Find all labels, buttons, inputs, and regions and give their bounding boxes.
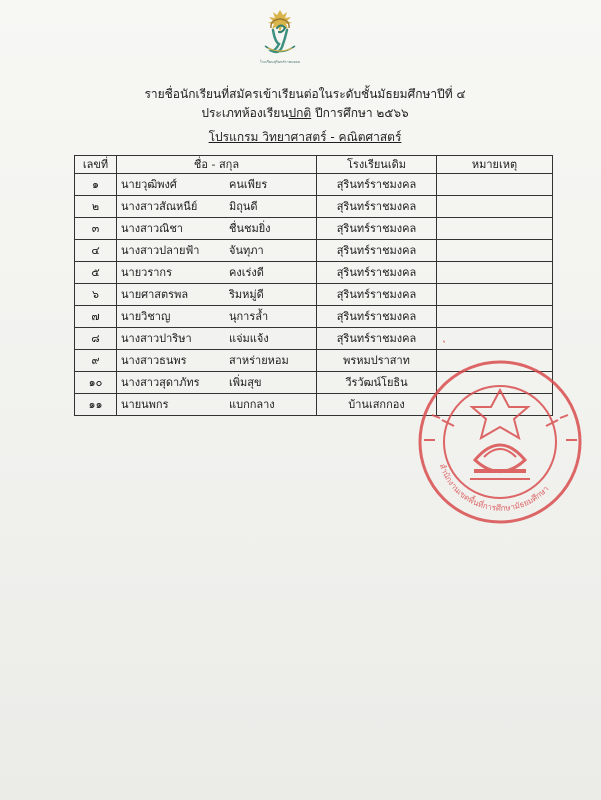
school-logo bbox=[245, 8, 315, 68]
number-header: เลขที่ bbox=[75, 156, 117, 174]
student-name-cell bbox=[117, 262, 317, 284]
previous-school: บ้านเสกกอง bbox=[317, 394, 437, 416]
table-header-row bbox=[75, 156, 553, 174]
student-first-name: นางสาวปาริษา bbox=[121, 332, 192, 345]
student-last-name: ริมหมู่ดี bbox=[229, 288, 264, 301]
student-first-name: นางสาวสุดาภัทร bbox=[121, 376, 200, 389]
previous-school: สุรินทร์ราชมงคล bbox=[317, 262, 437, 284]
table-row bbox=[75, 284, 553, 306]
student-first-name: นางสาวปลายฟ้า bbox=[121, 244, 200, 257]
student-number: ๔ bbox=[75, 240, 117, 262]
document-title-line-1: รายชื่อนักเรียนที่สมัครเข้าเรียนต่อในระดับชั้นมัธยมศึกษาปีที่ ๔ bbox=[144, 87, 466, 101]
student-number: ๗ bbox=[75, 306, 117, 328]
student-number: ๒ bbox=[75, 196, 117, 218]
table-header bbox=[75, 156, 553, 174]
class-type-label: ประเภทห้องเรียน bbox=[201, 106, 289, 120]
note-cell bbox=[437, 262, 553, 284]
student-name-cell bbox=[117, 240, 317, 262]
previous-school: สุรินทร์ราชมงคล bbox=[317, 240, 437, 262]
student-last-name: แจ่มแจ้ง bbox=[229, 332, 269, 345]
student-name-cell bbox=[117, 196, 317, 218]
student-number: ๕ bbox=[75, 262, 117, 284]
note-cell bbox=[437, 306, 553, 328]
school-header: โรงเรียนเดิม bbox=[317, 156, 437, 174]
table-row bbox=[75, 196, 553, 218]
previous-school: สุรินทร์ราชมงคล bbox=[317, 306, 437, 328]
official-seal bbox=[398, 340, 601, 545]
document-title-line-2 bbox=[85, 105, 525, 121]
student-number: ๖ bbox=[75, 284, 117, 306]
previous-school: สุรินทร์ราชมงคล bbox=[317, 218, 437, 240]
student-last-name: นุการล้ำ bbox=[229, 310, 269, 323]
student-number: ๙ bbox=[75, 350, 117, 372]
table-row bbox=[75, 306, 553, 328]
class-type-value: ปกติ bbox=[288, 106, 312, 120]
student-name-cell bbox=[117, 284, 317, 306]
school-crest-icon bbox=[254, 8, 306, 58]
student-first-name: นายวิชาญ bbox=[121, 310, 171, 323]
official-seal-icon bbox=[398, 340, 601, 545]
seal-bottom-text: สำนักงานเขตพื้นที่การศึกษามัธยมศึกษา bbox=[437, 462, 551, 513]
student-first-name: นางสาวธนพร bbox=[121, 354, 187, 367]
student-first-name: นายวุฒิพงศ์ bbox=[121, 178, 177, 191]
student-last-name: แบกกลาง bbox=[229, 398, 275, 411]
note-cell bbox=[437, 196, 553, 218]
note-cell bbox=[437, 174, 553, 196]
academic-year-text: ปีการศึกษา ๒๕๖๖ bbox=[311, 106, 409, 120]
note-cell bbox=[437, 284, 553, 306]
student-first-name: นายวรากร bbox=[121, 266, 172, 279]
program-name: โปรแกรม วิทยาศาสตร์ - คณิตศาสตร์ bbox=[208, 130, 402, 144]
student-number: ๑ bbox=[75, 174, 117, 196]
previous-school: พรหมปราสาท bbox=[317, 350, 437, 372]
student-name-cell bbox=[117, 328, 317, 350]
note-cell bbox=[437, 240, 553, 262]
previous-school: สุรินทร์ราชมงคล bbox=[317, 174, 437, 196]
logo-caption: โรงเรียนสุรินทร์ราชมงคล bbox=[259, 60, 301, 64]
table-row bbox=[75, 218, 553, 240]
student-number: ๑๑ bbox=[75, 394, 117, 416]
table-row bbox=[75, 240, 553, 262]
student-name-cell bbox=[117, 174, 317, 196]
student-last-name: ชื่นชมยิ่ง bbox=[229, 222, 271, 235]
seal-top-text bbox=[398, 340, 518, 343]
table-row bbox=[75, 262, 553, 284]
name-header: ชื่อ - สกุล bbox=[117, 156, 317, 174]
previous-school: สุรินทร์ราชมงคล bbox=[317, 284, 437, 306]
previous-school: วีรวัฒน์โยธิน bbox=[317, 372, 437, 394]
student-last-name: คนเพียร bbox=[229, 178, 268, 191]
student-number: ๘ bbox=[75, 328, 117, 350]
student-last-name: คงเร่งดี bbox=[229, 266, 264, 279]
previous-school: สุรินทร์ราชมงคล bbox=[317, 328, 437, 350]
student-first-name: นางสาวณิชา bbox=[121, 222, 183, 235]
program-title bbox=[90, 129, 520, 145]
student-last-name: เพิ่มสุข bbox=[229, 376, 262, 389]
note-header: หมายเหตุ bbox=[437, 156, 553, 174]
table-row bbox=[75, 174, 553, 196]
note-cell bbox=[437, 218, 553, 240]
student-first-name: นายนพกร bbox=[121, 398, 169, 411]
student-last-name: จันทุภา bbox=[229, 244, 264, 257]
student-number: ๑๐ bbox=[75, 372, 117, 394]
previous-school: สุรินทร์ราชมงคล bbox=[317, 196, 437, 218]
student-first-name: นายศาสตรพล bbox=[121, 288, 189, 301]
student-first-name: นางสาวสัณหนีย์ bbox=[121, 200, 198, 213]
student-last-name: สาหร่ายหอม bbox=[229, 354, 289, 367]
student-last-name: มิถุนดี bbox=[229, 200, 258, 213]
student-name-cell bbox=[117, 394, 317, 416]
student-number: ๓ bbox=[75, 218, 117, 240]
student-name-cell bbox=[117, 350, 317, 372]
student-name-cell bbox=[117, 372, 317, 394]
student-name-cell bbox=[117, 218, 317, 240]
student-name-cell bbox=[117, 306, 317, 328]
